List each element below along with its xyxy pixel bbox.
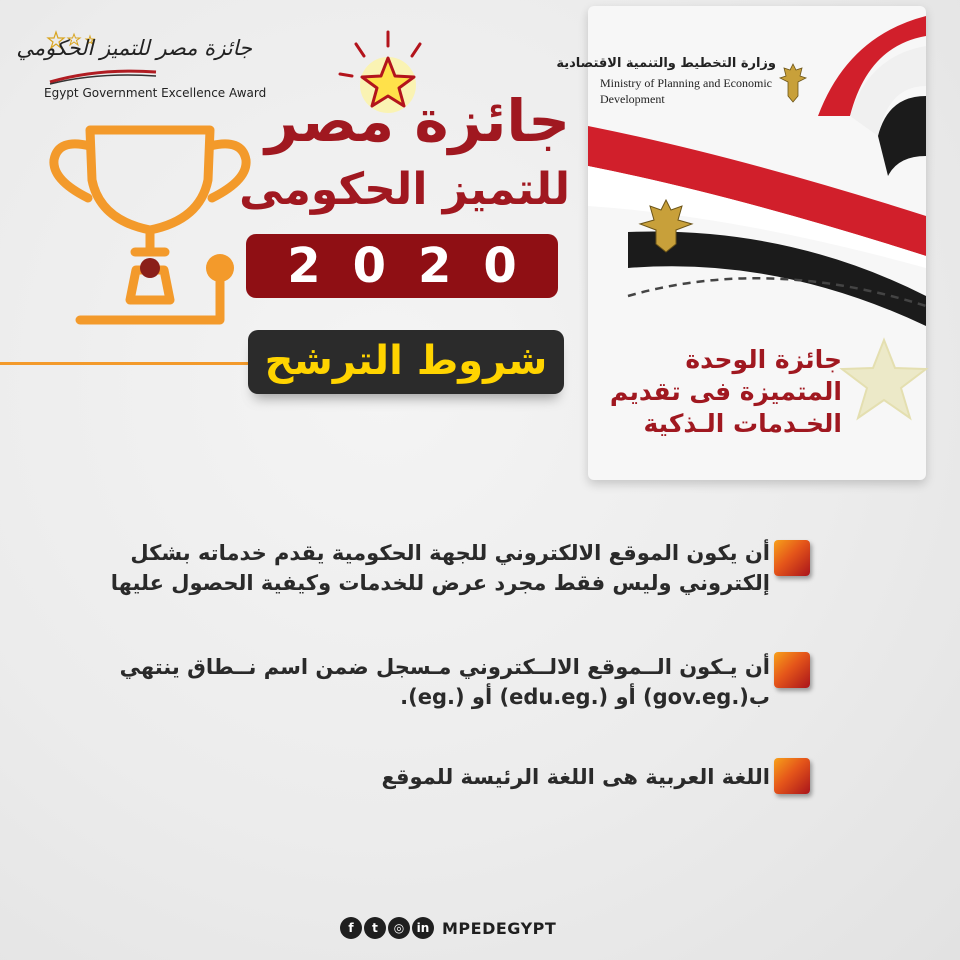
unit-award-line-2: المتميزة فى تقديم: [609, 377, 842, 406]
condition-item-2: [90, 652, 770, 712]
condition-1-line-1: أن يكون الموقع الالكتروني للجهة الحكومية يقدم خدماته بشكل: [130, 541, 770, 565]
criteria-badge: شروط الترشح: [248, 330, 564, 394]
ministry-card: [556, 6, 926, 480]
twitter-icon[interactable]: t: [364, 917, 386, 939]
title-line-1: جائزة مصر: [264, 87, 570, 155]
social-footer: [340, 914, 556, 942]
star-icon: [838, 336, 930, 424]
instagram-icon[interactable]: ◎: [388, 917, 410, 939]
ministry-name-english-line-1: Ministry of Planning and Economic: [600, 76, 772, 90]
award-logo: [16, 28, 267, 108]
title-line-2: للتميز الحكومى: [239, 164, 570, 215]
condition-bullet: [774, 540, 810, 576]
condition-bullet: [774, 758, 810, 794]
condition-1-line-2: إلكتروني وليس فقط مجرد عرض للخدمات وكيفية الحصول عليها: [110, 571, 770, 595]
ministry-name-english-line-2: Development: [600, 92, 665, 106]
flag-eagle-icon: [636, 196, 696, 256]
year-badge: 2020: [246, 234, 558, 298]
condition-2-line-1: أن يـكون الــموقع الالــكتروني مـسجل ضمن اسم نــطاق ينتهي: [119, 655, 770, 679]
award-logo-arabic: جائزة مصر للتميز الحكومي: [16, 36, 252, 60]
trophy-icon: [40, 120, 260, 330]
linkedin-icon[interactable]: in: [412, 917, 434, 939]
accent-line: [0, 362, 260, 365]
condition-item-1: [90, 538, 770, 598]
eagle-emblem-icon: [778, 62, 808, 106]
condition-2-line-2: ب(.gov.eg) أو (.edu.eg) أو (.eg).: [400, 685, 770, 709]
condition-bullet: [774, 652, 810, 688]
swoosh-icon: [48, 68, 158, 84]
condition-3-line-1: اللغة العربية هى اللغة الرئيسة للموقع: [381, 765, 770, 789]
unit-award-line-3: الخـدمات الـذكية: [643, 409, 842, 438]
unit-award-line-1: جائزة الوحدة: [685, 345, 842, 374]
award-logo-english: Egypt Government Excellence Award: [44, 86, 267, 100]
condition-item-3: [90, 762, 770, 792]
ministry-name-arabic: وزارة التخطيط والتنمية الاقتصادية: [556, 56, 776, 71]
unit-award-title: [602, 344, 842, 440]
facebook-icon[interactable]: f: [340, 917, 362, 939]
social-handle[interactable]: MPEDEGYPT: [442, 918, 557, 938]
